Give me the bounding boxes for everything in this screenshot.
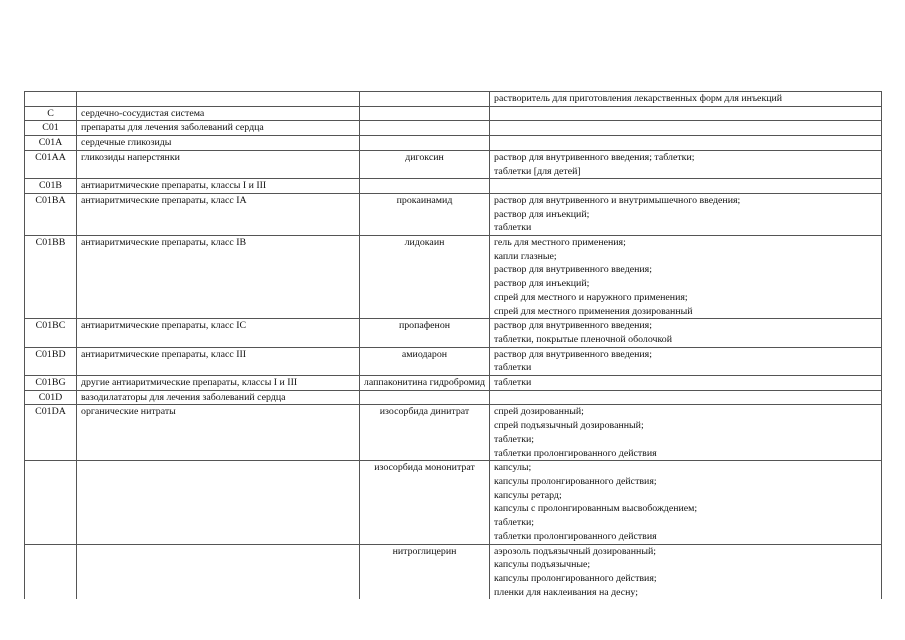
table-row (25, 150, 882, 178)
medicine-name-cell: амиодарон (360, 347, 490, 375)
dosage-forms-cell (490, 150, 882, 178)
dosage-form-line: раствор для внутривенного введения; (494, 348, 652, 360)
dosage-forms-cell (490, 136, 882, 151)
atc-code-cell: C01 (25, 121, 77, 136)
medicine-name-cell (360, 136, 490, 151)
table-row (25, 347, 882, 375)
table-row (25, 179, 882, 194)
atc-code-cell: C01BG (25, 376, 77, 391)
atc-code-cell: C01BC (25, 319, 77, 347)
anatomical-group-cell (77, 92, 360, 107)
dosage-form-line: таблетки [для детей] (494, 165, 581, 177)
anatomical-group-cell: препараты для лечения заболеваний сердца (77, 121, 360, 136)
dosage-form-line: гель для местного применения; (494, 237, 626, 249)
medicines-table-body (25, 92, 882, 600)
atc-code-cell: C01B (25, 179, 77, 194)
medicine-name-cell (360, 179, 490, 194)
dosage-form-line: спрей подъязычный дозированный; (494, 420, 644, 432)
dosage-forms-cell (490, 121, 882, 136)
dosage-form-line: растворитель для приготовления лекарственных форм для инъекций (494, 93, 783, 104)
atc-code-cell (25, 461, 77, 544)
medicine-name-cell (360, 92, 490, 107)
table-row (25, 390, 882, 405)
dosage-forms-cell (490, 92, 882, 107)
dosage-form-line: капли глазные; (494, 250, 557, 262)
anatomical-group-cell: антиаритмические препараты, классы I и III (77, 179, 360, 194)
atc-code-cell (25, 544, 77, 599)
dosage-form-line: капсулы с пролонгированным высвобождением; (494, 503, 698, 515)
medicines-table (24, 91, 882, 599)
medicine-name-cell: изосорбида динитрат (360, 405, 490, 461)
atc-code-cell: C01DA (25, 405, 77, 461)
dosage-forms-cell (490, 405, 882, 461)
table-row (25, 121, 882, 136)
table-row (25, 92, 882, 107)
anatomical-group-cell: органические нитраты (77, 405, 360, 461)
dosage-form-line: пленки для наклеивания на десну; (494, 586, 638, 598)
dosage-forms-cell (490, 319, 882, 347)
atc-code-cell: C (25, 106, 77, 121)
dosage-forms-cell (490, 179, 882, 194)
medicine-name-cell (360, 106, 490, 121)
dosage-form-line: капсулы пролонгированного действия; (494, 475, 657, 487)
dosage-form-line: таблетки (494, 362, 532, 374)
table-row (25, 405, 882, 461)
dosage-form-line: таблетки (494, 222, 532, 234)
dosage-form-line: таблетки; (494, 517, 535, 529)
table-row (25, 376, 882, 391)
dosage-forms-cell (490, 236, 882, 319)
dosage-form-line: раствор для внутривенного введения; таблетки; (494, 151, 695, 163)
dosage-forms-cell (490, 544, 882, 599)
dosage-forms-cell (490, 193, 882, 235)
medicine-name-cell: изосорбида мононитрат (360, 461, 490, 544)
dosage-form-line: аэрозоль подъязычный дозированный; (494, 545, 657, 557)
table-row (25, 236, 882, 319)
anatomical-group-cell: антиаритмические препараты, класс IA (77, 193, 360, 235)
table-row (25, 319, 882, 347)
anatomical-group-cell: сердечно-сосудистая система (77, 106, 360, 121)
table-row (25, 136, 882, 151)
dosage-form-line: капсулы; (494, 462, 532, 474)
dosage-form-line: таблетки пролонгированного действия (494, 530, 657, 542)
dosage-form-line: спрей дозированный; (494, 406, 584, 418)
dosage-form-line: раствор для инъекций; (494, 208, 590, 220)
dosage-form-line: таблетки, покрытые пленочной оболочкой (494, 333, 673, 345)
atc-code-cell: C01BB (25, 236, 77, 319)
atc-code-cell: C01A (25, 136, 77, 151)
anatomical-group-cell: другие антиаритмические препараты, классы I и III (77, 376, 360, 391)
dosage-form-line: раствор для внутривенного введения; (494, 320, 652, 332)
dosage-form-line: раствор для инъекций; (494, 278, 590, 290)
medicine-name-cell: прокаинамид (360, 193, 490, 235)
medicine-name-cell: дигоксин (360, 150, 490, 178)
atc-code-cell (25, 92, 77, 107)
anatomical-group-cell: антиаритмические препараты, класс IB (77, 236, 360, 319)
dosage-form-line: капсулы пролонгированного действия; (494, 572, 657, 584)
dosage-forms-cell (490, 461, 882, 544)
anatomical-group-cell: сердечные гликозиды (77, 136, 360, 151)
medicine-name-cell: пропафенон (360, 319, 490, 347)
dosage-forms-cell (490, 106, 882, 121)
dosage-forms-cell (490, 390, 882, 405)
dosage-forms-cell (490, 376, 882, 391)
table-row (25, 106, 882, 121)
anatomical-group-cell: антиаритмические препараты, класс IC (77, 319, 360, 347)
table-row (25, 544, 882, 599)
dosage-form-line: капсулы подъязычные; (494, 559, 591, 571)
table-row (25, 193, 882, 235)
dosage-form-line: спрей для местного и наружного применения; (494, 291, 688, 303)
atc-code-cell: C01D (25, 390, 77, 405)
medicine-name-cell: нитроглицерин (360, 544, 490, 599)
anatomical-group-cell: гликозиды наперстянки (77, 150, 360, 178)
dosage-form-line: таблетки; (494, 433, 535, 445)
dosage-form-line: таблетки пролонгированного действия (494, 447, 657, 459)
anatomical-group-cell: антиаритмические препараты, класс III (77, 347, 360, 375)
dosage-form-line: таблетки (494, 377, 532, 389)
dosage-form-line: раствор для внутривенного и внутримышечного введения; (494, 194, 741, 206)
table-row (25, 461, 882, 544)
anatomical-group-cell (77, 461, 360, 544)
anatomical-group-cell (77, 544, 360, 599)
atc-code-cell: C01BD (25, 347, 77, 375)
anatomical-group-cell: вазодилататоры для лечения заболеваний сердца (77, 390, 360, 405)
dosage-form-line: раствор для внутривенного введения; (494, 264, 652, 276)
medicine-name-cell (360, 121, 490, 136)
atc-code-cell: C01AA (25, 150, 77, 178)
medicine-name-cell: лидокаин (360, 236, 490, 319)
medicine-name-cell: лаппаконитина гидробромид (360, 376, 490, 391)
dosage-form-line: спрей для местного применения дозированный (494, 305, 693, 317)
dosage-form-line: капсулы ретард; (494, 489, 562, 501)
dosage-forms-cell (490, 347, 882, 375)
medicine-name-cell (360, 390, 490, 405)
atc-code-cell: C01BA (25, 193, 77, 235)
